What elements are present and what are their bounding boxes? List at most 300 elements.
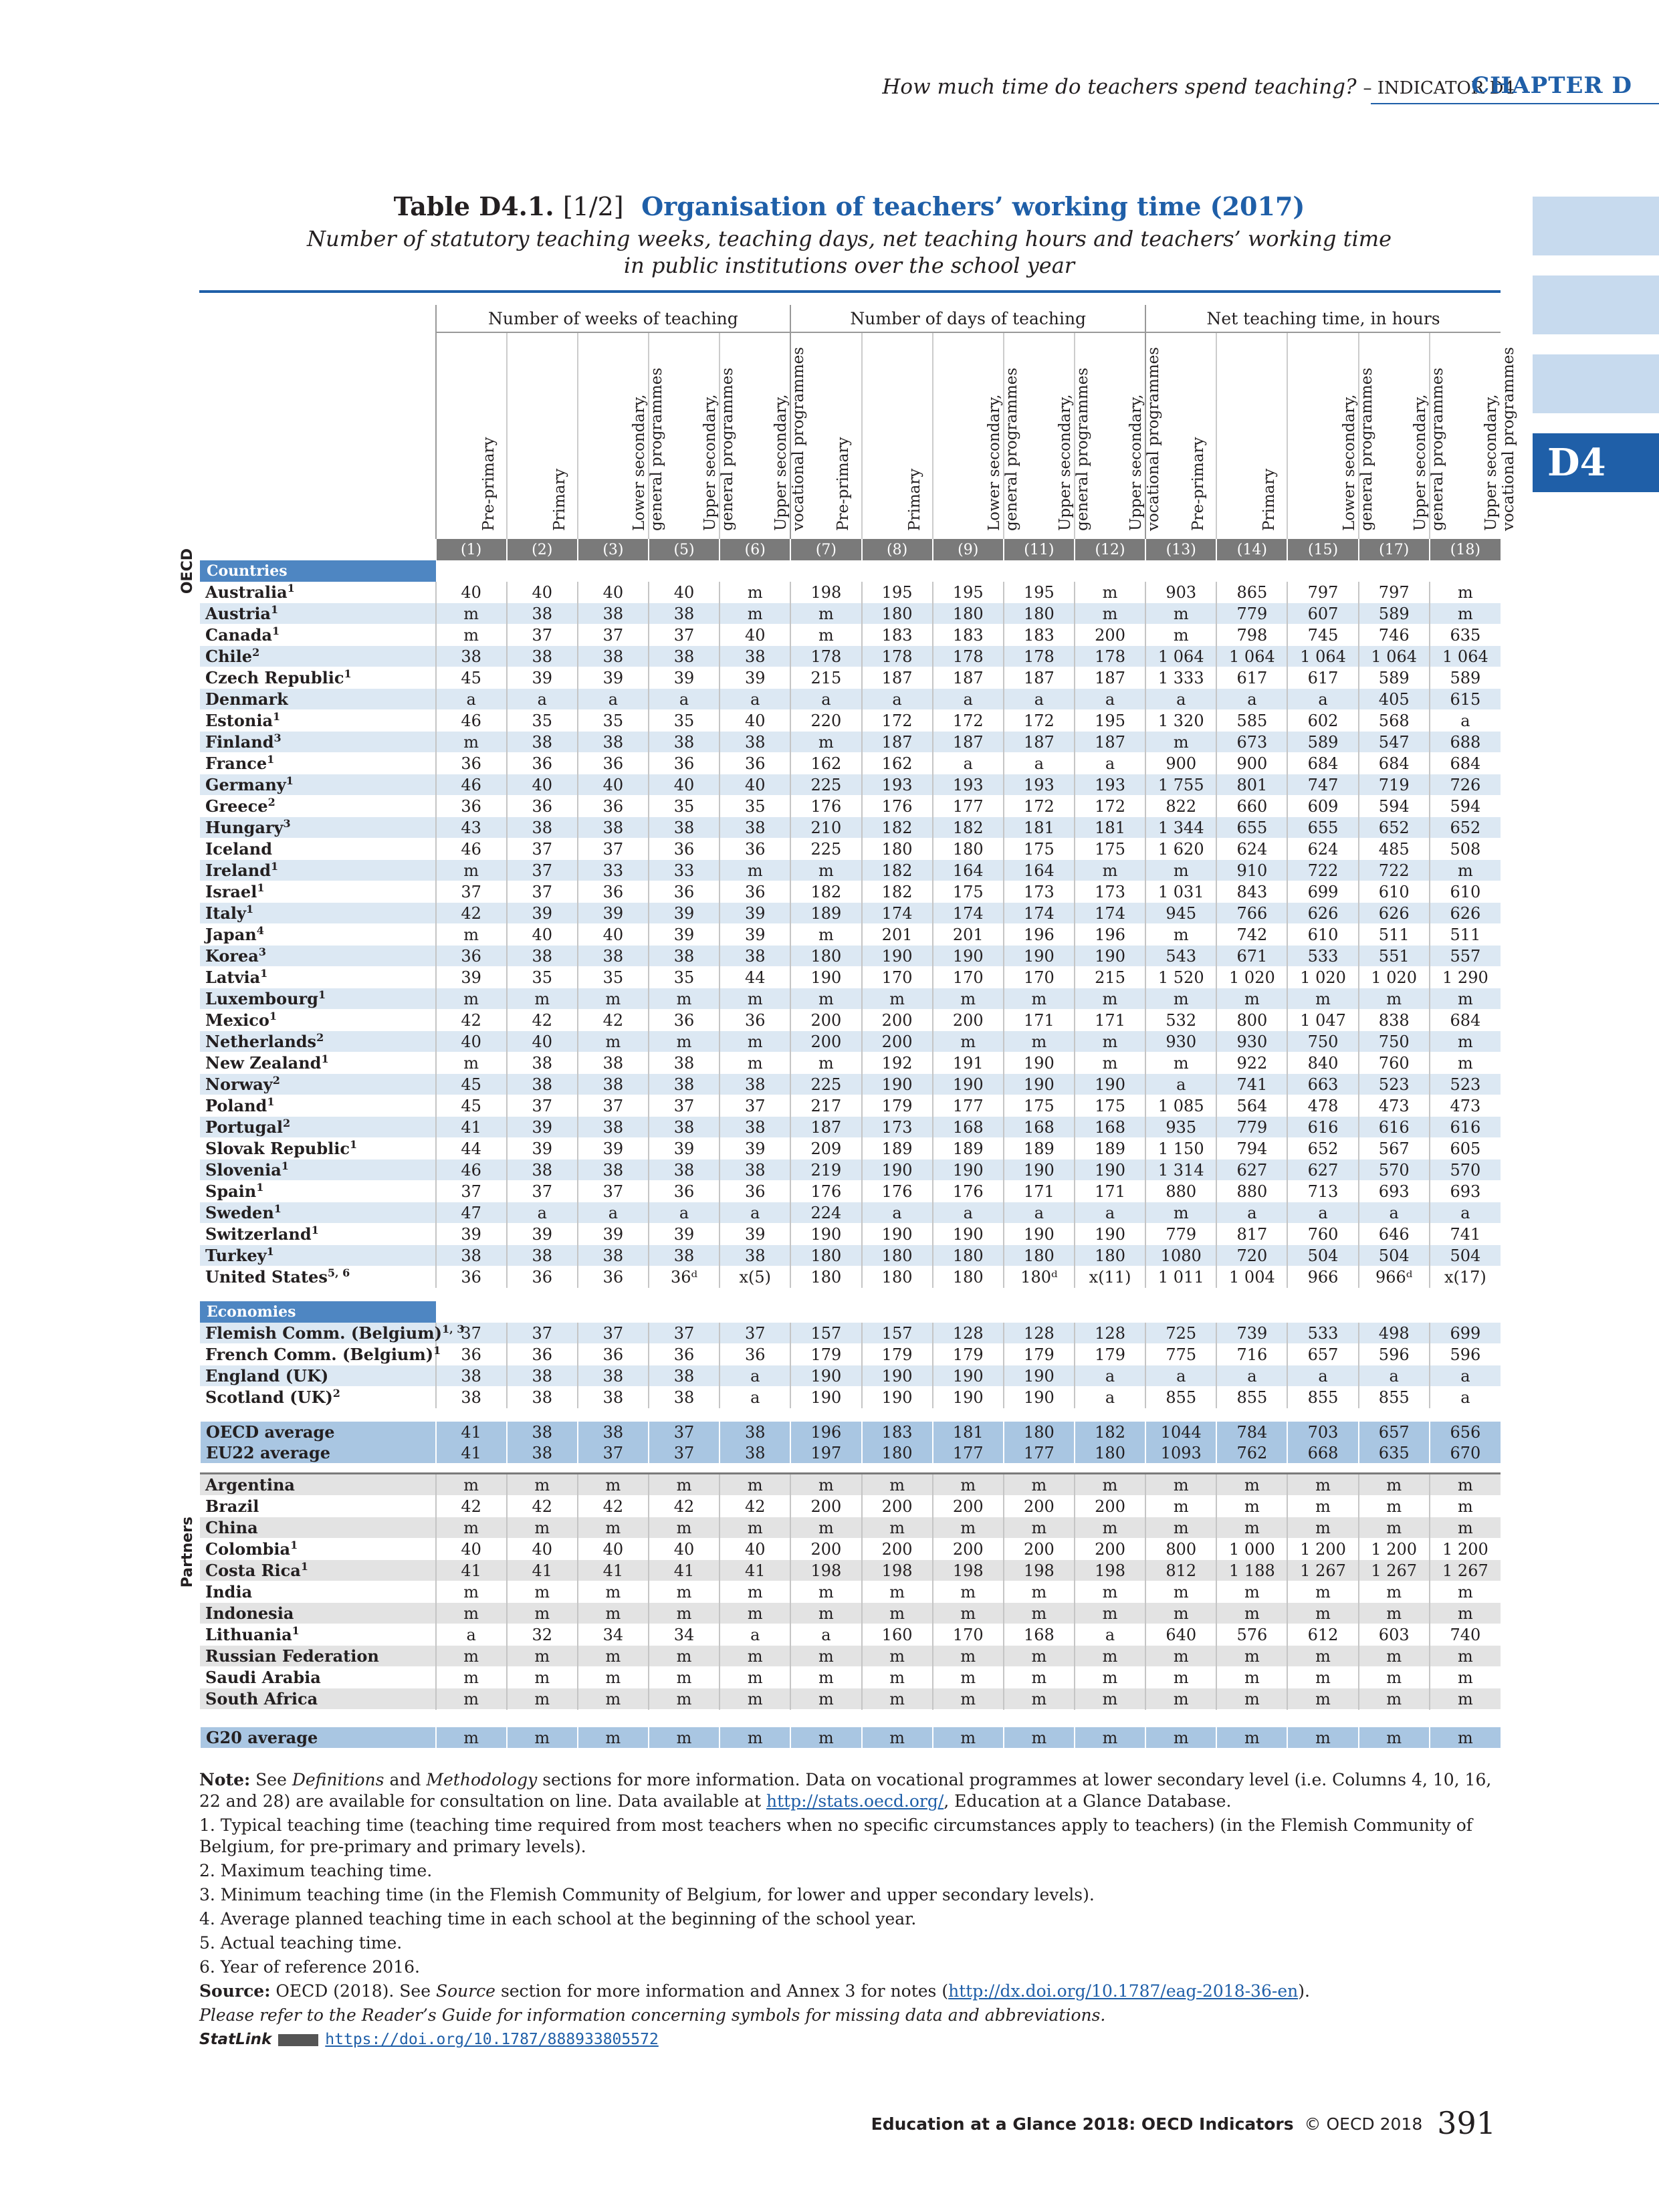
value-cell: 38 (720, 1422, 790, 1442)
value-cell: 190 (862, 1224, 933, 1245)
value-cell: a (578, 689, 649, 710)
value-cell: 1 064 (1430, 646, 1501, 667)
value-cell: 128 (1004, 1323, 1075, 1344)
table-row (200, 1245, 1501, 1266)
value-cell: 187 (862, 732, 933, 753)
value-cell: 38 (507, 1159, 578, 1181)
value-cell: 201 (933, 924, 1004, 946)
value-cell: 200 (1075, 1539, 1145, 1560)
value-cell: m (720, 1517, 790, 1539)
column-header-label: Upper secondary, general programmes (701, 367, 737, 531)
value-cell: 190 (933, 1365, 1004, 1387)
value-cell: m (1287, 1727, 1358, 1748)
value-cell: 533 (1287, 1323, 1358, 1344)
value-cell: m (1145, 860, 1216, 881)
column-header-label: Primary (1260, 468, 1279, 531)
value-cell: 38 (436, 1245, 507, 1266)
value-cell: 38 (578, 1159, 649, 1181)
value-cell: m (790, 988, 861, 1010)
value-cell: m (578, 1603, 649, 1624)
value-cell: 200 (933, 1010, 1004, 1031)
value-cell: m (720, 1603, 790, 1624)
column-number: (5) (649, 539, 720, 560)
value-cell: m (862, 1646, 933, 1667)
value-cell: 38 (649, 1159, 720, 1181)
value-cell: 36 (720, 1010, 790, 1031)
table-row (200, 1560, 1501, 1581)
value-cell: 716 (1216, 1344, 1287, 1365)
value-cell: 40 (436, 1539, 507, 1560)
value-cell: m (436, 625, 507, 646)
country-name (200, 1266, 436, 1288)
value-cell: 180 (933, 839, 1004, 860)
value-cell: 557 (1430, 946, 1501, 967)
value-cell: m (578, 1581, 649, 1603)
country-name (200, 881, 436, 903)
value-cell: 38 (507, 817, 578, 839)
column-number: (2) (507, 539, 578, 560)
value-cell: m (1216, 1667, 1287, 1688)
value-cell: 38 (578, 732, 649, 753)
value-cell: m (436, 1581, 507, 1603)
value-cell: a (862, 1202, 933, 1224)
statlink-url[interactable]: https://doi.org/10.1787/888933805572 (325, 2031, 659, 2048)
value-cell: 38 (649, 817, 720, 839)
column-header (1287, 332, 1375, 539)
value-cell: 684 (1287, 753, 1358, 774)
country-label: England (UK) (205, 1366, 329, 1386)
value-cell: 903 (1145, 582, 1216, 603)
value-cell: 1044 (1145, 1422, 1216, 1442)
value-cell: 189 (862, 1138, 933, 1159)
value-cell: 627 (1216, 1159, 1287, 1181)
value-cell: 812 (1145, 1560, 1216, 1581)
country-label: Mexico (205, 1010, 269, 1030)
value-cell: 616 (1430, 1117, 1501, 1138)
value-cell: 1 200 (1287, 1539, 1358, 1560)
value-cell: 180 (933, 1266, 1004, 1288)
doi-link[interactable]: http://dx.doi.org/10.1787/eag-2018-36-en (948, 1981, 1299, 2001)
value-cell: 183 (1004, 625, 1075, 646)
value-cell: m (1004, 988, 1075, 1010)
column-number: (18) (1430, 539, 1501, 560)
value-cell: 38 (720, 1117, 790, 1138)
value-cell: m (1359, 1581, 1430, 1603)
country-name (200, 903, 436, 924)
value-cell: 36 (436, 796, 507, 817)
average-row (200, 1727, 1501, 1748)
value-cell: 39 (507, 1117, 578, 1138)
country-name (200, 1387, 436, 1408)
country-label: Switzerland (205, 1224, 312, 1244)
footnote-marker: 2 (332, 1387, 340, 1400)
footnote-3: 3. Minimum teaching time (in the Flemish Community of Belgium, for lower and upper secondary levels). (199, 1885, 1095, 1904)
value-cell: m (1075, 860, 1145, 881)
value-cell: 36 (436, 1344, 507, 1365)
footnote-marker: 1 (350, 1138, 358, 1151)
value-cell: m (1145, 603, 1216, 625)
value-cell: 1093 (1145, 1442, 1216, 1463)
chapter-label: CHAPTER D (1471, 72, 1632, 99)
value-cell: m (1216, 1496, 1287, 1517)
column-number: (6) (720, 539, 790, 560)
value-cell: 626 (1287, 903, 1358, 924)
value-cell: 589 (1430, 667, 1501, 689)
value-cell: a (720, 1365, 790, 1387)
column-header (507, 332, 578, 539)
value-cell: 699 (1430, 1323, 1501, 1344)
value-cell: 610 (1359, 881, 1430, 903)
value-cell: 179 (790, 1344, 861, 1365)
value-cell: 192 (862, 1053, 933, 1074)
value-cell: 38 (507, 946, 578, 967)
value-cell: 189 (933, 1138, 1004, 1159)
value-cell: 760 (1359, 1053, 1430, 1074)
value-cell: 39 (507, 667, 578, 689)
value-cell: 945 (1145, 903, 1216, 924)
value-cell: 693 (1430, 1181, 1501, 1202)
spacer-row (200, 1463, 1501, 1474)
corner-cell (200, 305, 436, 332)
value-cell: 38 (507, 1074, 578, 1095)
value-cell: 742 (1216, 924, 1287, 946)
value-cell: 177 (933, 1095, 1004, 1117)
country-label: Costa Rica (205, 1561, 301, 1580)
value-cell: 36 (436, 1266, 507, 1288)
value-cell: 740 (1430, 1624, 1501, 1646)
table-row (200, 603, 1501, 625)
colnum-blank (200, 539, 436, 560)
table-row (200, 1688, 1501, 1710)
table-title-block (201, 191, 1498, 279)
value-cell: m (1075, 1688, 1145, 1710)
value-cell: 39 (507, 1224, 578, 1245)
country-label: Iceland (205, 839, 273, 859)
value-cell: 41 (507, 1560, 578, 1581)
value-cell: 596 (1430, 1344, 1501, 1365)
value-cell: m (1359, 1688, 1430, 1710)
value-cell: 189 (1004, 1138, 1075, 1159)
column-header-label: Upper secondary, vocational programmes (1482, 346, 1518, 531)
value-cell: 741 (1430, 1224, 1501, 1245)
value-cell: 190 (862, 1159, 933, 1181)
country-label: Japan (205, 925, 257, 944)
value-cell: m (1430, 1474, 1501, 1496)
footnote-marker: 1 (292, 1624, 300, 1637)
footnote-marker: 2 (272, 1074, 280, 1087)
value-cell: 35 (507, 710, 578, 732)
value-cell: 176 (790, 796, 861, 817)
value-cell: m (720, 1053, 790, 1074)
value-cell: 187 (933, 732, 1004, 753)
value-cell: 673 (1216, 732, 1287, 753)
value-cell: 670 (1430, 1442, 1501, 1463)
footnote-marker: 2 (316, 1031, 324, 1044)
value-cell: 817 (1216, 1224, 1287, 1245)
value-cell: 180 (862, 1245, 933, 1266)
value-cell: 176 (790, 1181, 861, 1202)
value-cell: 198 (790, 582, 861, 603)
value-cell: m (1145, 988, 1216, 1010)
country-name (200, 924, 436, 946)
value-cell: 190 (1004, 1365, 1075, 1387)
value-cell: 36 (436, 753, 507, 774)
footnote-marker: 1 (273, 1202, 282, 1215)
notes-section (199, 1769, 1501, 2050)
value-cell: m (1216, 1517, 1287, 1539)
footnote-marker: 1 (270, 603, 279, 616)
value-cell: 175 (933, 881, 1004, 903)
value-cell: 200 (1075, 625, 1145, 646)
value-cell: 38 (649, 1117, 720, 1138)
value-cell: 41 (720, 1560, 790, 1581)
value-cell: 37 (578, 1095, 649, 1117)
value-cell: 36 (649, 1181, 720, 1202)
value-cell: 32 (507, 1624, 578, 1646)
value-cell: m (1145, 1727, 1216, 1748)
value-cell: 190 (862, 946, 933, 967)
value-cell: m (1075, 1727, 1145, 1748)
value-cell: 200 (1004, 1539, 1075, 1560)
value-cell: 655 (1287, 817, 1358, 839)
value-cell: 605 (1430, 1138, 1501, 1159)
value-cell: 745 (1287, 625, 1358, 646)
value-cell: 193 (862, 774, 933, 796)
country-label: France (205, 754, 267, 773)
value-cell: m (1359, 1496, 1430, 1517)
value-cell: 1 020 (1359, 967, 1430, 988)
value-cell: m (720, 1474, 790, 1496)
value-cell: 660 (1216, 796, 1287, 817)
table-row (200, 1517, 1501, 1539)
footnote-2: 2. Maximum teaching time. (199, 1861, 433, 1880)
country-label: Poland (205, 1096, 267, 1115)
value-cell: m (1075, 582, 1145, 603)
value-cell: 190 (1004, 1053, 1075, 1074)
value-cell: a (1287, 689, 1358, 710)
value-cell: m (1075, 1474, 1145, 1496)
value-cell: 750 (1287, 1031, 1358, 1053)
value-cell: 624 (1287, 839, 1358, 860)
value-cell: m (436, 1053, 507, 1074)
value-cell: 1 064 (1216, 646, 1287, 667)
value-cell: 164 (933, 860, 1004, 881)
value-cell: m (790, 1581, 861, 1603)
value-cell: 210 (790, 817, 861, 839)
value-cell: m (436, 860, 507, 881)
running-title: How much time do teachers spend teaching? – INDICATOR D4 (882, 75, 1515, 99)
value-cell: 170 (862, 967, 933, 988)
value-cell: 46 (436, 1159, 507, 1181)
value-cell: m (933, 1581, 1004, 1603)
value-cell: m (933, 1646, 1004, 1667)
country-name (200, 625, 436, 646)
value-cell: m (790, 1727, 861, 1748)
value-cell: 178 (933, 646, 1004, 667)
value-cell: 739 (1216, 1323, 1287, 1344)
value-cell: 38 (649, 1245, 720, 1266)
value-cell: 36 (507, 1344, 578, 1365)
value-cell: m (1287, 1474, 1358, 1496)
value-cell: 219 (790, 1159, 861, 1181)
publication-title: Education at a Glance 2018: OECD Indicators (871, 2114, 1294, 2134)
value-cell: m (1287, 1517, 1358, 1539)
value-cell: m (507, 1603, 578, 1624)
column-number: (15) (1287, 539, 1358, 560)
footnote-marker: 1 (257, 881, 265, 894)
table-row (200, 667, 1501, 689)
value-cell: 187 (1075, 667, 1145, 689)
value-cell: 36 (720, 881, 790, 903)
value-cell: 200 (862, 1539, 933, 1560)
average-row (200, 1442, 1501, 1463)
value-cell: 187 (1004, 667, 1075, 689)
value-cell: m (1287, 1603, 1358, 1624)
value-cell: 37 (649, 625, 720, 646)
value-cell: 177 (933, 796, 1004, 817)
value-cell: 180 (790, 1266, 861, 1288)
value-cell: 38 (507, 646, 578, 667)
value-cell: m (720, 603, 790, 625)
value-cell: 200 (1004, 1496, 1075, 1517)
value-cell: 173 (862, 1117, 933, 1138)
value-cell: 855 (1359, 1387, 1430, 1408)
footnote-5: 5. Actual teaching time. (199, 1933, 403, 1953)
value-cell: m (933, 1603, 1004, 1624)
value-cell: 523 (1430, 1074, 1501, 1095)
country-label: Czech Republic (205, 668, 344, 687)
value-cell: a (507, 1202, 578, 1224)
country-name (200, 839, 436, 860)
value-cell: 36 (649, 881, 720, 903)
value-cell: 182 (790, 881, 861, 903)
country-name (200, 1517, 436, 1539)
value-cell: m (720, 1646, 790, 1667)
value-cell: m (649, 1031, 720, 1053)
country-name (200, 732, 436, 753)
value-cell: a (1075, 689, 1145, 710)
value-cell: 187 (1075, 732, 1145, 753)
value-cell: 38 (720, 1074, 790, 1095)
footnote-marker: 1, 3 (442, 1323, 465, 1335)
value-cell: m (436, 1646, 507, 1667)
value-cell: m (720, 1688, 790, 1710)
value-cell: 797 (1287, 582, 1358, 603)
value-cell: 40 (436, 1031, 507, 1053)
country-label: Italy (205, 903, 246, 923)
value-cell: 47 (436, 1202, 507, 1224)
value-cell: 45 (436, 1074, 507, 1095)
group-header-hours: Net teaching time, in hours (1145, 305, 1501, 332)
value-cell: m (862, 1688, 933, 1710)
table-row (200, 710, 1501, 732)
copyright: © OECD 2018 (1304, 2114, 1423, 2134)
column-header (1359, 332, 1446, 539)
value-cell: 178 (1075, 646, 1145, 667)
stats-link[interactable]: http://stats.oecd.org/ (766, 1791, 944, 1811)
value-cell: 179 (1075, 1344, 1145, 1365)
country-label: Australia (205, 582, 288, 602)
value-cell: m (933, 1667, 1004, 1688)
spacer-row (200, 1408, 1501, 1422)
value-cell: 40 (507, 1031, 578, 1053)
value-cell: m (720, 988, 790, 1010)
value-cell: 935 (1145, 1117, 1216, 1138)
value-cell: m (720, 1667, 790, 1688)
country-label: Slovenia (205, 1160, 282, 1180)
value-cell: m (436, 988, 507, 1010)
partners-side-label: Partners (179, 1517, 196, 1588)
value-cell: m (1145, 625, 1216, 646)
column-header (1004, 332, 1091, 539)
footnote-6: 6. Year of reference 2016. (199, 1957, 420, 1977)
value-cell: m (578, 1667, 649, 1688)
value-cell: 171 (1004, 1181, 1075, 1202)
value-cell: 200 (1075, 1496, 1145, 1517)
value-cell: m (1075, 1603, 1145, 1624)
spacer-row (200, 1288, 1501, 1302)
running-header (736, 72, 1659, 104)
value-cell: 610 (1430, 881, 1501, 903)
country-label: Israel (205, 882, 257, 901)
value-cell: m (1075, 603, 1145, 625)
value-cell: 37 (436, 1181, 507, 1202)
country-label: Saudi Arabia (205, 1668, 321, 1687)
country-label: Canada (205, 625, 272, 645)
value-cell: 36 (720, 753, 790, 774)
table-row (200, 625, 1501, 646)
value-cell: a (1287, 1365, 1358, 1387)
value-cell: 36 (649, 839, 720, 860)
country-name (200, 1138, 436, 1159)
column-header-label: Upper secondary, vocational programmes (772, 346, 808, 531)
table-row (200, 967, 1501, 988)
corner-cell-2 (200, 332, 436, 539)
value-cell: 523 (1359, 1074, 1430, 1095)
value-cell: 684 (1430, 1010, 1501, 1031)
value-cell: 39 (436, 1224, 507, 1245)
value-cell: 656 (1430, 1422, 1501, 1442)
oecd-side-label: OECD (179, 548, 196, 594)
country-label: Finland (205, 732, 274, 752)
value-cell: 38 (649, 603, 720, 625)
value-cell: 37 (507, 1181, 578, 1202)
value-cell: 966ᵈ (1359, 1266, 1430, 1288)
value-cell: m (790, 625, 861, 646)
value-cell: a (1004, 689, 1075, 710)
value-cell: 688 (1430, 732, 1501, 753)
value-cell: 900 (1216, 753, 1287, 774)
value-cell: a (1430, 1365, 1501, 1387)
value-cell: m (649, 1474, 720, 1496)
value-cell: m (1430, 860, 1501, 881)
value-cell: m (1430, 1646, 1501, 1667)
value-cell: 865 (1216, 582, 1287, 603)
value-cell: 602 (1287, 710, 1358, 732)
value-cell: 178 (790, 646, 861, 667)
value-cell: a (1287, 1202, 1358, 1224)
value-cell: 180 (933, 603, 1004, 625)
country-name (200, 1539, 436, 1560)
country-name (200, 1224, 436, 1245)
country-label: Colombia (205, 1539, 291, 1559)
value-cell: 39 (720, 924, 790, 946)
value-cell: 178 (862, 646, 933, 667)
value-cell: m (1004, 1581, 1075, 1603)
country-name (200, 1344, 441, 1365)
value-cell: m (1145, 732, 1216, 753)
value-cell: 511 (1359, 924, 1430, 946)
